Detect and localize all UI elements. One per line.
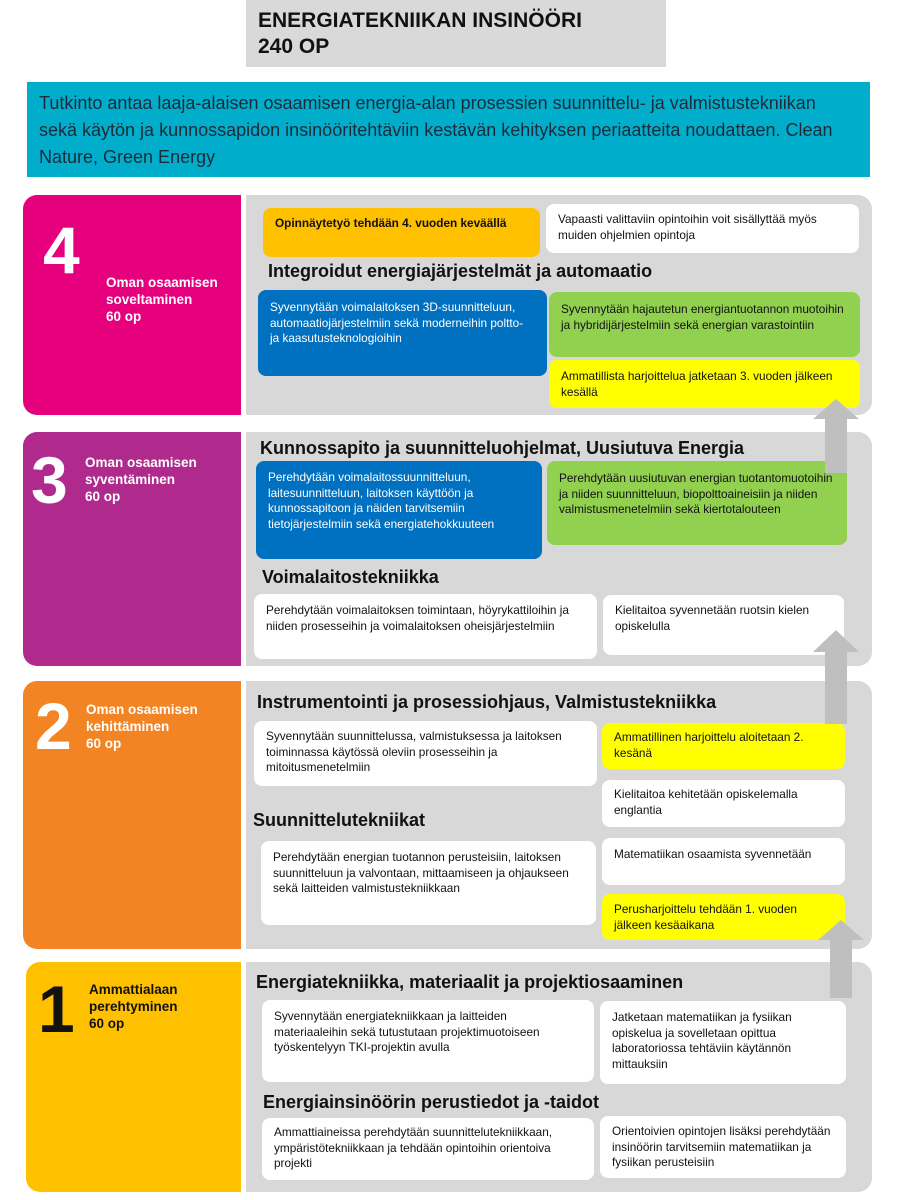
year-1-label-line: Ammattialaan [89,982,178,997]
year-3-green-card: Perehdytään uusiutuvan energian tuotantomuotoihin ja niiden suunnitteluun, biopolttoaineisiin ja niiden valmistusmenetelmiin sekä kiertotalouteen [547,461,847,545]
year-3-heading-1: Kunnossapito ja suunnitteluohjelmat, Uusiutuva Energia [260,438,745,458]
year-1-label [89,981,178,1032]
year-4-green-card: Syvennytään hajautetun energiantuotannon muotoihin ja hybridijärjestelmiin sekä energian varastointiin [549,292,860,357]
year-1-label-line: perehtyminen [89,999,178,1014]
year-3-label-line: Oman osaamisen [85,455,197,470]
year-1-white-card-2: Ammattiaineissa perehdytään suunnittelutekniikkaan, ympäristötekniikkaan ja tehdään opintoihin orientoiva projekti [262,1118,594,1180]
year-2-heading-2: Suunnittelutekniikat [253,810,426,830]
year-3-heading-2: Voimalaitostekniikka [262,567,439,587]
year-3-label-line: syventäminen [85,472,176,487]
year-3-label-line: 60 op [85,489,121,504]
year-2-math-card: Matematiikan osaamista syvennetään [602,838,845,885]
year-4-number: 4 [43,213,80,287]
year-1-math-physics-card: Jatketaan matematiikan ja fysiikan opiskelua ja sovelletaan opittua laboratoriossa tehtäviin käytännön mittauksiin [600,1001,846,1084]
free-electives-card: Vapaasti valittaviin opintoihin voit sisällyttää myös muiden ohjelmien opintoja [546,204,859,253]
year-1-box [26,962,241,1192]
year-2-label-line: Oman osaamisen [86,702,198,717]
year-1-label-line: 60 op [89,1016,125,1031]
year-4-label-line: soveltaminen [106,292,193,307]
year-2-number: 2 [35,689,72,763]
year-4-label-line: Oman osaamisen [106,275,218,290]
arrow-up-icon [811,397,861,473]
year-2-label [86,701,198,752]
arrow-up-icon [816,918,866,998]
year-4-label-line: 60 op [106,309,142,324]
year-2-practice-card: Ammatillinen harjoittelu aloitetaan 2. kesänä [602,723,845,769]
arrow-up-icon [811,628,861,724]
year-1-orientation-card: Orientoivien opintojen lisäksi perehdytään insinöörin tarvitsemiin matematiikan ja fysiikan perusteisiin [600,1116,846,1178]
year-3-white-card: Perehdytään voimalaitoksen toimintaan, höyrykattiloihin ja niiden prosesseihin ja voimalaitoksen oheisjärjestelmiin [254,594,597,659]
page-title [246,0,666,67]
year-3-blue-card: Perehdytään voimalaitossuunnitteluun, laitesuunnitteluun, laitoksen käyttöön ja kunnossapitoon ja näiden tarvitsemiin tietojärjestelmiin sekä energiatehokkuuteen [256,461,542,559]
year-2-white-card-1: Syvennytään suunnittelussa, valmistuksessa ja laitoksen toiminnassa käytössä oleviin prosesseihin ja mitoitusmenetelmiin [254,721,597,786]
intro-banner: Tutkinto antaa laaja-alaisen osaamisen energia-alan prosessien suunnittelu- ja valmistustekniikan sekä käytön ja kunnossapidon insinööritehtäviin kestävän kehityksen periaatteita noudattaen. Clean Nature, Green Energy [27,82,870,177]
year-3-language-card: Kielitaitoa syvennetään ruotsin kielen opiskelulla [603,595,844,655]
title-line-2: 240 OP [258,35,330,58]
year-2-language-card: Kielitaitoa kehitetään opiskelemalla englantia [602,780,845,827]
year-2-white-card-2: Perehdytään energian tuotannon perusteisiin, laitoksen suunnitteluun ja valvontaan, mittaamiseen ja ohjaukseen sekä laitteiden valmistustekniikkaan [261,841,596,925]
year-2-box [23,681,241,949]
year-3-box [23,432,241,666]
year-4-box [23,195,241,415]
year-4-label [106,274,218,325]
year-2-heading-1: Instrumentointi ja prosessiohjaus, Valmistustekniikka [257,692,717,712]
year-4-heading: Integroidut energiajärjestelmät ja automaatio [268,261,653,281]
year-4-blue-card: Syvennytään voimalaitoksen 3D-suunnitteluun, automaatiojärjestelmiin sekä moderneihin poltto- ja kaasutusteknologioihin [258,290,547,376]
year-3-label [85,454,197,505]
year-1-white-card-1: Syvennytään energiatekniikkaan ja laitteiden materiaaleihin sekä tutustutaan projektimuotoiseen työskentelyyn TKI-projektin avulla [262,1000,594,1082]
year-2-label-line: 60 op [86,736,122,751]
year-2-basic-practice-card: Perusharjoittelu tehdään 1. vuoden jälkeen kesäaikana [602,894,845,940]
thesis-card: Opinnäytetyö tehdään 4. vuoden keväällä [263,208,540,257]
title-line-1: ENERGIATEKNIIKAN INSINÖÖRI [258,9,582,32]
year-2-label-line: kehittäminen [86,719,170,734]
year-3-number: 3 [31,443,68,517]
year-1-number: 1 [38,972,75,1046]
year-4-practice-card: Ammatillista harjoittelua jatketaan 3. vuoden jälkeen kesällä [549,360,860,408]
year-1-heading-1: Energiatekniikka, materiaalit ja projektiosaaminen [256,972,684,992]
year-1-heading-2: Energiainsinöörin perustiedot ja -taidot [263,1092,600,1112]
